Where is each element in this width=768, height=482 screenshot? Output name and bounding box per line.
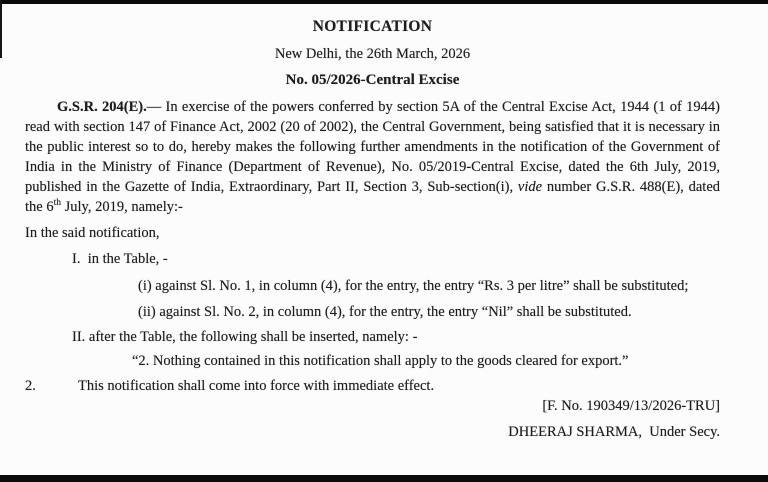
clause-I: I. in the Table, - [72, 251, 168, 267]
clause-I-i: (i) against Sl. No. 1, in column (4), for the entry, the entry “Rs. 3 per litre” shall be substituted; [138, 278, 689, 294]
clause-I-ii: (ii) against Sl. No. 2, in column (4), for the entry, the entry “Nil” shall be substituted. [138, 304, 632, 320]
gsr-text-part1: — In exercise of the powers conferred by section 5A of the Central Excise Act, 1944 (1 of 1944) read with section 147 of Finance Act, 2002 (20 of 2002), the Central Government, being satisfied that it is necessary in the public interest so to do, hereby makes the following further amendments in the notification of the Government of India in the Ministry of Finance (Department of Revenue), No. 05/2019-Central Excise, dated the 6th July, 2019, published in the Gazette of India, Extraordinary, Part II, Section 3, Sub-section(i), [25, 99, 720, 195]
intro-line: In the said notification, [25, 225, 160, 241]
paragraph-2-text: This notification shall come into force with immediate effect. [78, 378, 435, 394]
ordinal-superscript: th [53, 198, 61, 209]
clause-II: II. after the Table, the following shall be inserted, namely: - [72, 329, 418, 345]
document-title: NOTIFICATION [312, 18, 433, 35]
file-number: [F. No. 190349/13/2026-TRU] [542, 398, 720, 414]
inserted-provision-quote: “2. Nothing contained in this notification shall apply to the goods cleared for export.” [132, 353, 629, 369]
scan-border-bottom [0, 475, 768, 482]
gsr-text-part3: July, 2019, namely:- [60, 199, 183, 215]
notification-document [0, 4, 768, 442]
paragraph-2-number: 2. [25, 378, 36, 394]
gsr-paragraph [25, 97, 720, 217]
gsr-text-part2: number G.S.R. 488(E), dated the 6 [25, 179, 721, 215]
vide-italic: vide [517, 179, 543, 195]
paragraph-2 [25, 376, 720, 396]
signature-line: DHEERAJ SHARMA, Under Secy. [508, 424, 720, 440]
dateline: New Delhi, the 26th March, 2026 [274, 46, 471, 62]
gsr-reference-bold: G.S.R. 204(E). [57, 99, 147, 115]
notification-number: No. 05/2026-Central Excise [285, 72, 460, 88]
